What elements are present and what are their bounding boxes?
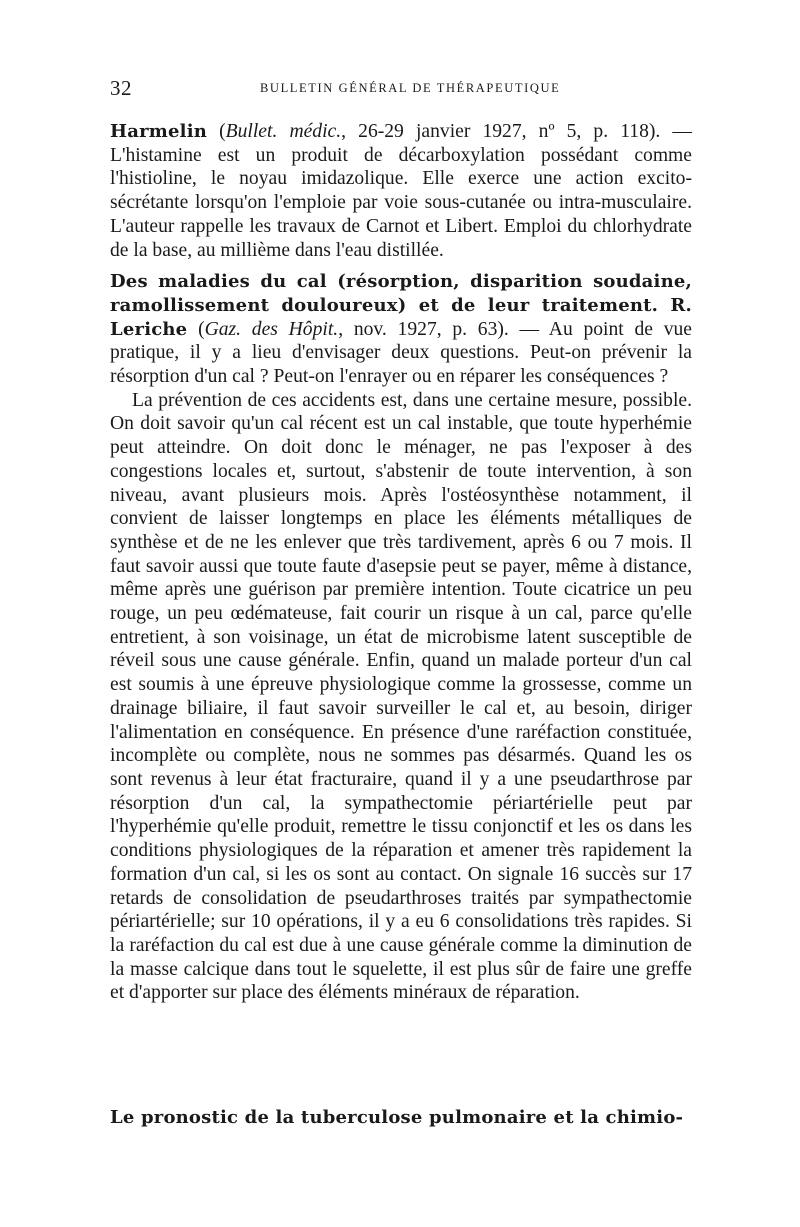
citation-open: ( xyxy=(187,318,205,340)
entry-author: Harmelin xyxy=(110,121,208,142)
next-entry-title: Le pronostic de la tuberculose pulmonaire et la chimio- xyxy=(110,1107,684,1128)
page-header xyxy=(110,76,678,102)
page-body xyxy=(110,120,692,1005)
running-title: BULLETIN GÉNÉRAL DE THÉRAPEUTIQUE xyxy=(260,81,561,95)
entry-paragraph: La prévention de ces accidents est, dans une certaine mesure, possible. On doit savoir qu'un cal récent est un cal instable, que toute hyperhémie peut atteindre. On doit donc le ménager, ne pas l'exposer à des congestions locales et, surtout, s'abstenir de toute intervention, à son niveau, avant plusieurs mois. Après l'ostéosynthèse notamment, il convient de laisser longtemps en place les éléments métalliques de synthèse et de ne les enlever que très tardivement, après 6 ou 7 mois. Il faut savoir aussi que toute faute d'asepsie peut se payer, même à distance, même après une guérison par première intention. Toute cicatrice un peu rouge, un peu œdémateuse, fait courir un risque à un cal, parce qu'elle entretient, à son voisinage, un état de microbisme latent susceptible de réveil sous une cause générale. Enfin, quand un malade porteur d'un cal est soumis à une épreuve physiologique comme la grossesse, comme un drainage biliaire, il faut savoir surveiller le cal et, au besoin, diriger l'alimentation en conséquence. En présence d'une raréfaction constituée, incomplète ou complète, nous ne sommes pas désarmés. Quand les os sont revenus à leur état fracturaire, quand il y a une pseudarthrose par résorption d'un cal, la sympathectomie périartérielle peut par l'hyperhémie qu'elle produit, remettre le tissu conjonctif et les os dans les conditions physiologiques de la réparation et amener très rapidement la formation d'un cal, si les os sont au contact. On signale 16 succès sur 17 retards de consolidation de pseudarthroses traités par sympathectomie périartérielle; sur 10 opérations, il y a eu 6 consolidations très rapides. Si la raréfaction du cal est due à une cause générale comme la diminution de la masse calcique dans tout le squelette, il est plus sûr de faire une greffe et d'apporter sur place des éléments minéraux de réparation. xyxy=(110,389,692,1004)
journal-name: Gaz. des Hôpit. xyxy=(204,318,339,340)
entry-text: , nov. 1927, p. 63). — Au point de vue pratique, il y a lieu d'envisager deux questions. Peut-on prévenir la résorption d'un cal ? Peut-on l'enrayer ou en réparer les conséquences ? xyxy=(110,318,692,388)
page-number: 32 xyxy=(110,76,132,100)
citation-open: ( xyxy=(207,121,226,142)
entry-text: , 26-29 janvier 1927, nº 5, p. 118). — L'histamine est un produit de décarboxylation possédant comme l'histioline, le noyau imidazolique. Elle exerce une action excito-sécrétante lorsqu'on l'emploie par voie sous-cutanée ou intra-musculaire. L'auteur rappelle les travaux de Carnot et Libert. Emploi du chlorhydrate de la base, au millième dans l'eau distillée. xyxy=(110,121,692,261)
entry-title: Des maladies du cal (résorption, disparition soudaine, ramollissement douloureux) et de leur traitement. R. Leriche xyxy=(110,271,692,340)
journal-name: Bullet. médic. xyxy=(225,121,342,142)
entry-harmelin xyxy=(110,120,692,262)
entry-leriche xyxy=(110,270,692,389)
